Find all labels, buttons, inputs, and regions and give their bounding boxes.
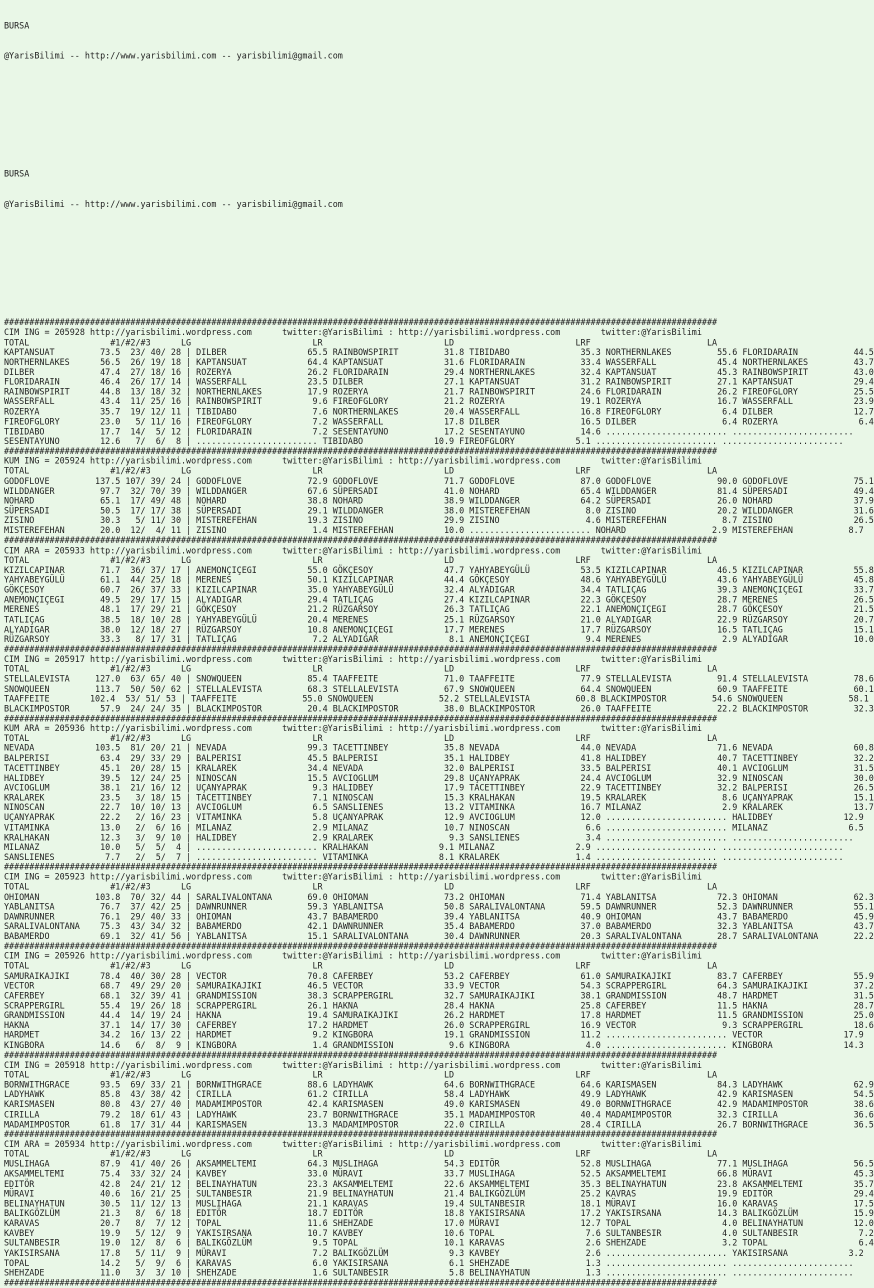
table-row: YABLANITSA 76.7 37/ 42/ 25 | DAWNRUNNER 59.3 YABLANITSA 50.8 SARALIVALONTANA 59.5 DAWNRUNNER 52.3 DAWNRUNNER 55.1 (4, 901, 874, 912)
contact-line: @YarisBilimi -- http://www.yarisbilimi.com -- yarisbilimi@gmail.com (4, 50, 343, 61)
separator-line: ############################################################################################################################################# (4, 713, 718, 724)
separator-line: ############################################################################################################################################# (4, 317, 718, 328)
table-row: WASSERFALL 43.4 11/ 25/ 16 | RAINBOWSPIRIT 9.6 FIREOFGLORY 21.2 ROZERYA 19.1 ROZERYA 16.7 WASSERFALL 23.9 (4, 396, 874, 407)
column-header: TOTAL #1/#2/#3 LG LR LD LRF LA (4, 881, 718, 892)
table-row: TIBIDABO 17.7 14/ 5/ 12 | FLORIDARAIN 7.2 SESENTAYUNO 17.2 SESENTAYUNO 14.6 ........................ ........................ (4, 426, 854, 437)
table-row: NINOSCAN 22.7 10/ 10/ 13 | AVCIOGLUM 6.5 SANSLIENES 13.2 VITAMINKA 16.7 MILANAZ 2.9 KRALAREK 13.7 (4, 802, 874, 813)
table-row: SULTANBESIR 19.0 12/ 8/ 6 | BALIKGÖZLÜM 9.5 TOPAL 10.1 KARAVAS 2.6 SHEHZADE 3.2 TOPAL 6.4 (4, 1238, 874, 1248)
table-row: VITAMINKA 13.0 2/ 6/ 16 | MILANAZ 2.9 MILANAZ 10.7 NINOSCAN 6.6 ........................ MILANAZ 6.5 (4, 822, 864, 833)
table-row: YAHYABEYGÜLÜ 61.1 44/ 25/ 18 | MERENES 50.1 KIZILCAPINAR 44.4 GÖKÇESOY 48.6 YAHYABEYGÜLÜ 43.6 YAHYABEYGÜLÜ 45.8 (4, 575, 874, 585)
separator-line: ############################################################################################################################################# (4, 446, 718, 457)
table-row: VECTOR 68.7 49/ 29/ 20 | SAMURAIKAJIKI 46.5 VECTOR 33.9 VECTOR 54.3 SCRAPPERGIRL 64.3 SAMURAIKAJIKI 37.2 (4, 980, 874, 991)
race-header: KUM ARA = 205936 http://yarisbilimi.wordpress.com twitter:@YarisBilimi : http://yarisbilimi.wordpress.com twitter:@YarisBilimi (4, 723, 702, 734)
table-row: RÜZGARSOY 33.3 8/ 17/ 31 | TATLIÇAG 7.2 ALYADIGAR 8.1 ANEMONÇIÇEGI 9.4 MERENES 2.9 ALYADIGAR 10.0 (4, 634, 874, 645)
table-row: DAWNRUNNER 76.1 29/ 40/ 33 | OHIOMAN 43.7 BABAMERDO 39.4 YABLANITSA 40.9 OHIOMAN 43.7 BABAMERDO 45.9 (4, 911, 874, 922)
table-row: MUSLIHAGA 87.9 41/ 40/ 26 | AKSAMMELTEMI 64.3 MUSLIHAGA 54.3 EDITÖR 52.8 MUSLIHAGA 77.1 MUSLIHAGA 56.5 (4, 1159, 874, 1169)
blank-line (4, 288, 746, 298)
blank-line (4, 110, 746, 120)
separator-line: ############################################################################################################################################# (4, 862, 718, 872)
table-row: SARALIVALONTANA 75.3 43/ 34/ 32 | BABAMERDO 42.1 DAWNRUNNER 35.4 BABAMERDO 37.0 BABAMERDO 32.3 YABLANITSA 43.7 (4, 921, 874, 932)
table-row: MÜRAVI 40.6 16/ 21/ 25 | SULTANBESIR 21.9 BELINAYHATUN 21.4 BALIKGÖZLÜM 25.2 KAVRAS 19.9 EDITÖR 29.4 (4, 1188, 874, 1199)
table-row: TOPAL 14.2 5/ 9/ 6 | KARAVAS 6.0 YAKISIRSANA 6.1 SHEHZADE 1.3 ........................ ........................ (4, 1257, 854, 1268)
table-row: MILANAZ 10.0 5/ 5/ 4 | ........................ KRALHAKAN 9.1 MILANAZ 2.9 ........................ ........................ (4, 842, 844, 853)
contact-line: @YarisBilimi -- http://www.yarisbilimi.com -- yarisbilimi@gmail.com (4, 198, 343, 209)
column-header: TOTAL #1/#2/#3 LG LR LD LRF LA (4, 961, 718, 971)
column-header: TOTAL #1/#2/#3 LG LR LD LRF LA (4, 664, 718, 674)
race-header: KUM ING = 205924 http://yarisbilimi.wordpress.com twitter:@YarisBilimi : http://yarisbilimi.wordpress.com twitter:@YarisBilimi (4, 456, 702, 467)
table-row: NOHARD 65.1 17/ 49/ 48 | NOHARD 38.8 NOHARD 38.9 WILDDANGER 64.2 SÜPERSADI 26.0 NOHARD 37.9 (4, 495, 874, 506)
blank-line (4, 258, 746, 268)
table-row: BALIKGÖZLÜM 21.3 8/ 6/ 18 | EDITÖR 18.7 EDITÖR 18.8 YAKISIRSANA 17.2 YAKISIRSANA 14.3 BALIKGÖZLÜM 15.9 (4, 1208, 874, 1219)
table-row: HARDMET 34.2 16/ 13/ 22 | HARDMET 9.2 KINGBORA 19.1 GRANDMISSION 11.2 ........................ VECTOR 17.9 (4, 1030, 864, 1041)
separator-line: ############################################################################################################################################# (4, 1129, 718, 1140)
table-row: DILBER 47.4 27/ 18/ 16 | ROZERYA 26.2 FLORIDARAIN 29.4 NORTHERNLAKES 32.4 KAPTANSUAT 45.3 RAINBOWSPIRIT 43.0 (4, 367, 874, 377)
race-header: CIM ARA = 205934 http://yarisbilimi.wordpress.com twitter:@YarisBilimi : http://yarisbilimi.wordpress.com twitter:@YarisBilimi (4, 1139, 702, 1150)
table-row: BLACKIMPOSTOR 57.9 24/ 24/ 35 | BLACKIMPOSTOR 20.4 BLACKIMPOSTOR 38.0 BLACKIMPOSTOR 26.0 TAAFFEITE 22.2 BLACKIMPOSTOR 32.3 (4, 703, 874, 714)
race-header: CIM ING = 205917 http://yarisbilimi.wordpress.com twitter:@YarisBilimi : http://yarisbilimi.wordpress.com twitter:@YarisBilimi (4, 654, 702, 664)
table-row: OHIOMAN 103.8 70/ 32/ 44 | SARALIVALONTANA 69.0 OHIOMAN 73.2 OHIOMAN 71.4 YABLANITSA 72.3 OHIOMAN 62.3 (4, 891, 874, 902)
table-row: ALYADIGAR 38.0 12/ 18/ 27 | RÜZGARSOY 10.8 ANEMONÇIÇEGI 17.7 MERENES 17.7 RÜZGARSOY 16.5 TATLIÇAG 15.1 (4, 624, 874, 635)
table-row: TAAFFEITE 102.4 53/ 51/ 53 | TAAFFEITE 55.0 SNOWQUEEN 52.2 STELLALEVISTA 60.8 BLACKIMPOSTOR 54.6 SNOWQUEEN 58.1 (4, 693, 869, 704)
table-row: YAKISIRSANA 17.8 5/ 11/ 9 | MÜRAVI 7.2 BALIKGÖZLÜM 9.3 KAVBEY 2.6 ........................ YAKISIRSANA 3.2 (4, 1248, 864, 1258)
table-row: BALPERISI 63.4 29/ 33/ 29 | BALPERISI 45.5 BALPERISI 35.1 HALIDBEY 41.8 HALIDBEY 40.7 TACETTINBEY 32.2 (4, 753, 874, 763)
separator-line: ############################################################################################################################################# (4, 941, 718, 952)
column-header: TOTAL #1/#2/#3 LG LR LD LRF LA (4, 733, 718, 744)
table-row: SNOWQUEEN 113.7 50/ 50/ 62 | STELLALEVISTA 68.3 STELLALEVISTA 67.9 SNOWQUEEN 64.4 SNOWQUEEN 60.9 TAAFFEITE 60.1 (4, 683, 874, 694)
race-header: CIM ING = 205918 http://yarisbilimi.wordpress.com twitter:@YarisBilimi : http://yarisbilimi.wordpress.com twitter:@YarisBilimi (4, 1060, 702, 1070)
table-row: KIZILCAPINAR 71.7 36/ 37/ 17 | ANEMONÇIÇEGI 55.0 GÖKÇESOY 47.7 YAHYABEYGÜLÜ 53.5 KIZILCAPINAR 46.5 KIZILCAPINAR 55.8 (4, 565, 874, 575)
table-row: WILDDANGER 97.7 32/ 70/ 39 | WILDDANGER 67.6 SÜPERSADI 41.0 NOHARD 65.4 WILDDANGER 81.4 SÜPERSADI 49.4 (4, 485, 874, 496)
table-row: BABAMERDO 69.1 32/ 41/ 56 | YABLANITSA 15.1 SARALIVALONTANA 30.4 DAWNRUNNER 20.3 SARALIVALONTANA 28.7 SARALIVALONTANA 22.2 (4, 931, 874, 942)
table-row: NORTHERNLAKES 56.5 26/ 19/ 18 | KAPTANSUAT 64.4 KAPTANSUAT 31.6 FLORIDARAIN 33.4 WASSERFALL 45.4 NORTHERNLAKES 43.7 (4, 357, 874, 368)
table-row: KAPTANSUAT 73.5 23/ 40/ 28 | DILBER 65.5 RAINBOWSPIRIT 31.8 TIBIDABO 35.3 NORTHERNLAKES 55.6 FLORIDARAIN 44.5 (4, 347, 874, 358)
table-row: SÜPERSADI 50.5 17/ 17/ 38 | SÜPERSADI 29.1 WILDDANGER 38.0 MISTEREFEHAN 8.0 ZISINO 20.2 WILDDANGER 31.6 (4, 505, 874, 516)
table-row: ZISINO 30.3 5/ 11/ 30 | MISTEREFEHAN 19.3 ZISINO 29.9 ZISINO 4.6 MISTEREFEHAN 8.7 ZISINO 26.5 (4, 515, 874, 526)
table-row: KRALAREK 23.5 3/ 18/ 15 | TACETTINBEY 7.1 NINOSCAN 15.3 KRALHAKAN 19.5 KRALAREK 8.6 UÇANYAPRAK 15.1 (4, 792, 874, 803)
table-row: EDITÖR 42.8 24/ 21/ 12 | BELINAYHATUN 23.3 AKSAMMELTEMI 22.6 AKSAMMELTEMI 35.3 BELINAYHATUN 23.8 AKSAMMELTEMI 35.7 (4, 1178, 874, 1189)
document-title: BURSA (4, 20, 30, 31)
table-row: STELLALEVISTA 127.0 63/ 65/ 40 | SNOWQUEEN 85.4 TAAFFEITE 71.0 TAAFFEITE 77.9 STELLALEVISTA 91.4 STELLALEVISTA 78.6 (4, 673, 874, 684)
table-row: TACETTINBEY 45.1 20/ 28/ 15 | KRALAREK 34.4 NEVADA 32.0 BALPERISI 33.5 BALPERISI 40.1 AVCIOGLUM 31.5 (4, 763, 874, 773)
table-row: AKSAMMELTEMI 75.4 33/ 32/ 24 | KAVBEY 33.0 MÜRAVI 33.7 MUSLIHAGA 52.5 AKSAMMELTEMI 66.8 MÜRAVI 45.3 (4, 1168, 874, 1179)
table-row: KAVBEY 19.9 5/ 12/ 9 | YAKISIRSANA 10.7 KAVBEY 10.6 TOPAL 7.6 SULTANBESIR 4.0 SULTANBESIR 7.2 (4, 1228, 874, 1239)
table-row: SHEHZADE 11.0 3/ 3/ 10 | SHEHZADE 1.6 SULTANBESIR 5.8 BELINAYHATUN 1.3 ........................ ........................ (4, 1267, 854, 1278)
column-header: TOTAL #1/#2/#3 LG LR LD LRF LA (4, 555, 718, 566)
table-row: MISTEREFEHAN 20.0 12/ 4/ 11 | ZISINO 1.4 MISTEREFEHAN 10.0 ........................ NOHARD 2.9 MISTEREFEHAN 8.7 (4, 525, 864, 536)
table-row: MERENES 48.1 17/ 29/ 21 | GÖKÇESOY 21.2 RÜZGARSOY 26.3 TATLIÇAG 22.1 ANEMONÇIÇEGI 28.7 GÖKÇESOY 21.5 (4, 604, 874, 615)
table-row: KRALHAKAN 12.3 3/ 9/ 10 | HALIDBEY 2.9 KRALAREK 9.3 SANSLIENES 3.4 ........................ ........................ (4, 832, 854, 843)
table-row: HALIDBEY 39.5 12/ 24/ 25 | NINOSCAN 15.5 AVCIOGLUM 29.8 UÇANYAPRAK 24.4 AVCIOGLUM 32.9 NINOSCAN 30.0 (4, 772, 874, 783)
table-row: UÇANYAPRAK 22.2 2/ 16/ 23 | VITAMINKA 5.8 UÇANYAPRAK 12.9 AVCIOGLUM 12.0 ........................ HALIDBEY 12.9 (4, 812, 864, 823)
table-row: GÖKÇESOY 60.7 26/ 37/ 33 | KIZILCAPINAR 35.0 YAHYABEYGÜLÜ 32.4 ALYADIGAR 34.4 TATLIÇAG 39.3 ANEMONÇIÇEGI 33.7 (4, 584, 874, 595)
race-sections (4, 317, 874, 1288)
separator-line: ############################################################################################################################################# (4, 1277, 718, 1288)
table-row: CAFERBEY 68.1 32/ 39/ 41 | GRANDMISSION 38.3 SCRAPPERGIRL 32.7 SAMURAIKAJIKI 38.1 GRANDMISSION 48.7 HARDMET 31.5 (4, 990, 874, 1001)
table-row: SCRAPPERGIRL 55.4 19/ 26/ 18 | SCRAPPERGIRL 26.1 HAKNA 28.4 HAKNA 25.8 CAFERBEY 11.5 HAKNA 28.7 (4, 1000, 874, 1011)
table-row: AVCIOGLUM 38.1 21/ 16/ 12 | UÇANYAPRAK 9.3 HALIDBEY 17.9 TACETTINBEY 22.9 TACETTINBEY 32.2 BALPERISI 26.5 (4, 782, 874, 793)
table-row: SESENTAYUNO 12.6 7/ 6/ 8 | ........................ TIBIDABO 10.9 FIREOFGLORY 5.1 ........................ ........................ (4, 436, 844, 447)
table-row: LADYHAWK 85.8 43/ 38/ 42 | CIRILLA 61.2 CIRILLA 58.4 LADYHAWK 49.9 LADYHAWK 42.9 KARISMASEN 54.5 (4, 1089, 874, 1100)
table-row: ROZERYA 35.7 19/ 12/ 11 | TIBIDABO 7.6 NORTHERNLAKES 20.4 WASSERFALL 16.8 FIREOFGLORY 6.4 DILBER 12.7 (4, 406, 874, 417)
table-row: HAKNA 37.1 14/ 17/ 30 | CAFERBEY 17.2 HARDMET 26.0 SCRAPPERGIRL 16.9 VECTOR 9.3 SCRAPPERGIRL 18.6 (4, 1020, 874, 1031)
column-header: TOTAL #1/#2/#3 LG LR LD LRF LA (4, 466, 718, 476)
column-header: TOTAL #1/#2/#3 LG LR LD LRF LA (4, 337, 718, 348)
table-row: ANEMONÇIÇEGI 49.5 29/ 17/ 15 | ALYADIGAR 29.4 TATLIÇAG 27.4 KIZILCAPINAR 22.3 GÖKÇESOY 28.7 MERENES 26.5 (4, 594, 874, 605)
race-header: CIM ING = 205926 http://yarisbilimi.wordpress.com twitter:@YarisBilimi : http://yarisbilimi.wordpress.com twitter:@YarisBilimi (4, 951, 702, 961)
separator-line: ############################################################################################################################################# (4, 1050, 718, 1060)
table-row: BELINAYHATUN 30.5 11/ 12/ 13 | MUSLIHAGA 21.1 KARAVAS 19.4 SULTANBESIR 18.1 MÜRAVI 16.0 KARAVAS 17.5 (4, 1198, 874, 1209)
table-row: RAINBOWSPIRIT 44.8 13/ 18/ 32 | NORTHERNLAKES 17.9 ROZERYA 21.7 RAINBOWSPIRIT 24.6 FLORIDARAIN 26.2 FIREOFGLORY 25.5 (4, 386, 874, 397)
race-header: CIM ARA = 205933 http://yarisbilimi.wordpress.com twitter:@YarisBilimi : http://yarisbilimi.wordpress.com twitter:@YarisBilimi (4, 545, 702, 556)
table-row: FIREOFGLORY 23.0 5/ 11/ 16 | FIREOFGLORY 7.2 WASSERFALL 17.8 DILBER 16.5 DILBER 6.4 ROZERYA 6.4 (4, 416, 874, 427)
race-header: CIM ING = 205928 http://yarisbilimi.wordpress.com twitter:@YarisBilimi : http://yarisbilimi.wordpress.com twitter:@YarisBilimi (4, 327, 702, 338)
document-title: BURSA (4, 169, 30, 180)
blank-line (4, 80, 746, 90)
table-row: KARAVAS 20.7 8/ 7/ 12 | TOPAL 11.6 SHEHZADE 17.0 MÜRAVI 12.7 TOPAL 4.0 BELINAYHATUN 12.0 (4, 1218, 874, 1229)
blank-line (4, 140, 746, 150)
results-document (4, 1, 874, 1288)
table-row: KARISMASEN 80.8 43/ 27/ 40 | MADAMIMPOSTOR 42.4 KARISMASEN 49.0 KARISMASEN 49.0 BORNWITHGRACE 42.9 MADAMIMPOSTOR 38.6 (4, 1099, 874, 1110)
table-row: KINGBORA 14.6 6/ 8/ 9 | KINGBORA 1.4 GRANDMISSION 9.6 KINGBORA 4.0 ........................ KINGBORA 14.3 (4, 1040, 864, 1051)
blank-line (4, 229, 746, 239)
table-row: GRANDMISSION 44.4 14/ 19/ 24 | HAKNA 19.4 SAMURAIKAJIKI 26.2 HARDMET 17.8 HARDMET 11.5 GRANDMISSION 25.0 (4, 1010, 874, 1021)
race-header: CIM ING = 205923 http://yarisbilimi.wordpress.com twitter:@YarisBilimi : http://yarisbilimi.wordpress.com twitter:@YarisBilimi (4, 871, 702, 882)
table-row: SANSLIENES 7.7 2/ 5/ 7 | ........................ VITAMINKA 8.1 KRALAREK 1.4 ........................ ........................ (4, 852, 844, 862)
table-row: NEVADA 103.5 81/ 20/ 21 | NEVADA 99.3 TACETTINBEY 35.8 NEVADA 44.0 NEVADA 71.6 NEVADA 60.8 (4, 743, 874, 754)
column-header: TOTAL #1/#2/#3 LG LR LD LRF LA (4, 1069, 718, 1080)
table-row: GODOFLOVE 137.5 107/ 39/ 24 | GODOFLOVE 72.9 GODOFLOVE 71.7 GODOFLOVE 87.0 GODOFLOVE 90.0 GODOFLOVE 75.1 (4, 476, 874, 486)
table-row: BORNWITHGRACE 93.5 69/ 33/ 21 | BORNWITHGRACE 88.6 LADYHAWK 64.6 BORNWITHGRACE 64.6 KARISMASEN 84.3 LADYHAWK 62.9 (4, 1079, 874, 1090)
table-row: FLORIDARAIN 46.4 26/ 17/ 14 | WASSERFALL 23.5 DILBER 27.1 KAPTANSUAT 31.2 RAINBOWSPIRIT 27.1 KAPTANSUAT 29.4 (4, 377, 874, 387)
separator-line: ############################################################################################################################################# (4, 535, 718, 546)
table-row: TATLIÇAG 38.5 18/ 10/ 28 | YAHYABEYGÜLÜ 20.4 MERENES 25.1 RÜZGARSOY 21.0 ALYADIGAR 22.9 RÜZGARSOY 20.7 (4, 614, 874, 625)
table-row: CIRILLA 79.2 18/ 61/ 43 | LADYHAWK 23.7 BORNWITHGRACE 35.1 MADAMIMPOSTOR 40.4 MADAMIMPOSTOR 32.3 CIRILLA 36.6 (4, 1109, 874, 1120)
separator-line: ############################################################################################################################################# (4, 644, 718, 655)
column-header: TOTAL #1/#2/#3 LG LR LD LRF LA (4, 1149, 718, 1159)
table-row: MADAMIMPOSTOR 61.8 17/ 31/ 44 | KARISMASEN 13.3 MADAMIMPOSTOR 22.0 CIRILLA 28.4 CIRILLA 26.7 BORNWITHGRACE 36.5 (4, 1119, 874, 1130)
table-row: SAMURAIKAJIKI 78.4 40/ 30/ 28 | VECTOR 70.8 CAFERBEY 53.2 CAFERBEY 61.0 SAMURAIKAJIKI 83.7 CAFERBEY 55.9 (4, 970, 874, 981)
